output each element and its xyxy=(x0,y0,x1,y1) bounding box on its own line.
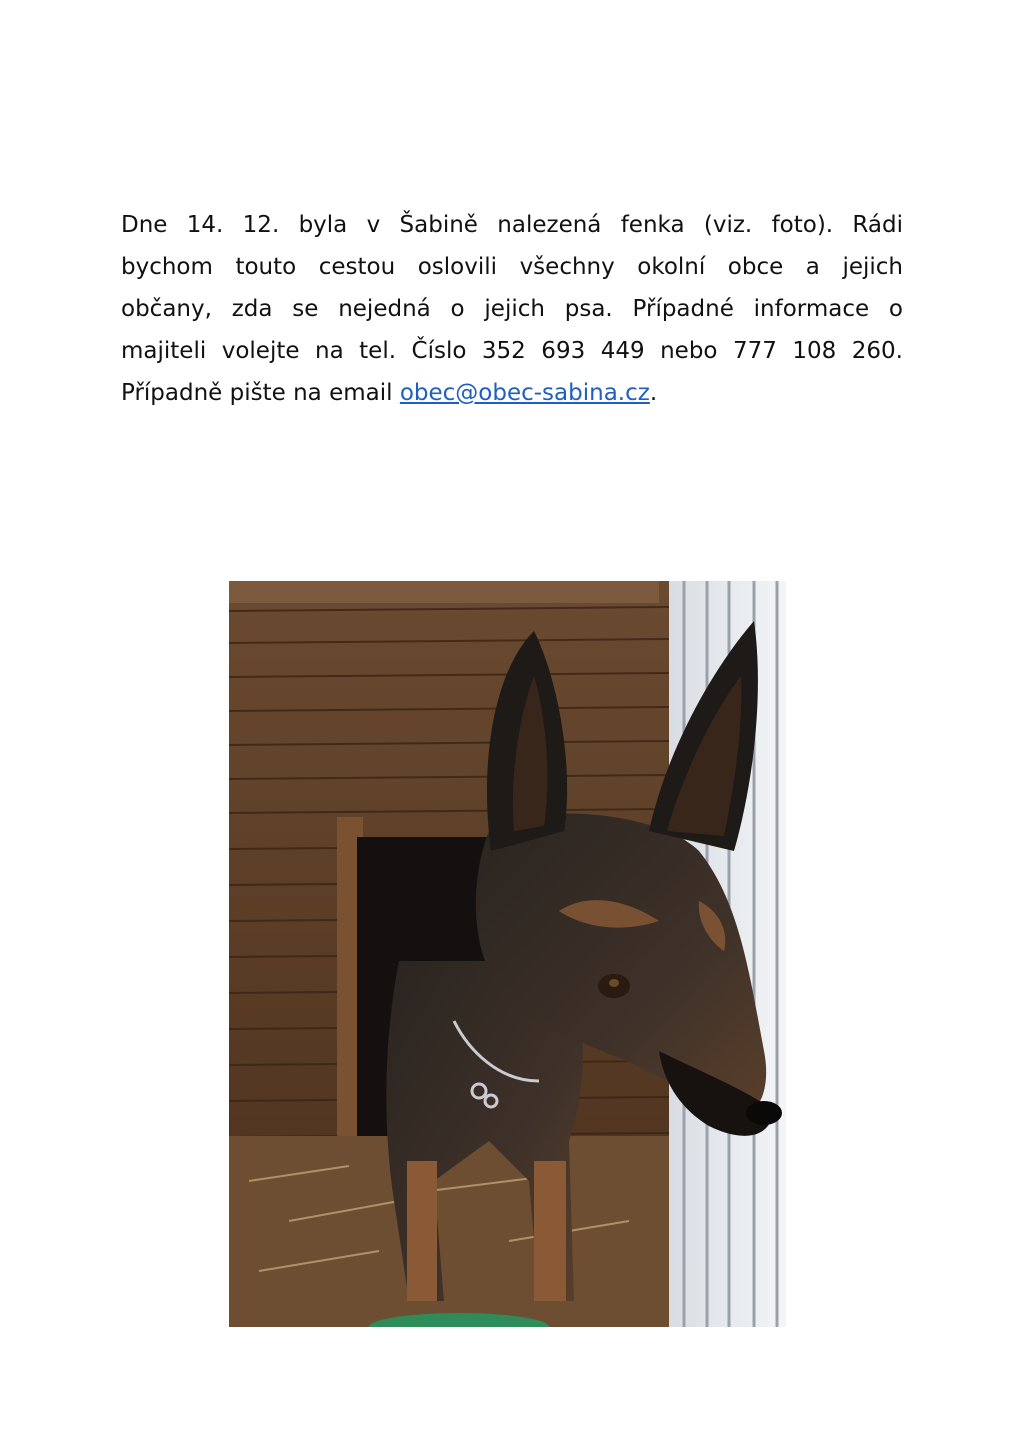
email-suffix: . xyxy=(649,380,658,406)
dog-photo-illustration xyxy=(229,581,786,1327)
notice-line-1: Dne 14. 12. byla v Šabině nalezená fenka (viz. foto). Rádi xyxy=(121,212,903,238)
notice-line-5 xyxy=(121,372,903,414)
notice-text xyxy=(121,204,903,414)
email-link[interactable]: obec@obec-sabina.cz xyxy=(399,380,650,406)
dog-photo xyxy=(229,581,786,1327)
notice-line-4: majiteli volejte na tel. Číslo 352 693 449 nebo 777 108 260. xyxy=(121,338,903,364)
notice-line-3: občany, zda se nejedná o jejich psa. Případné informace o xyxy=(121,296,903,322)
email-prefix: Případně pište na email xyxy=(121,380,400,406)
notice-line-2: bychom touto cestou oslovili všechny okolní obce a jejich xyxy=(121,254,903,280)
